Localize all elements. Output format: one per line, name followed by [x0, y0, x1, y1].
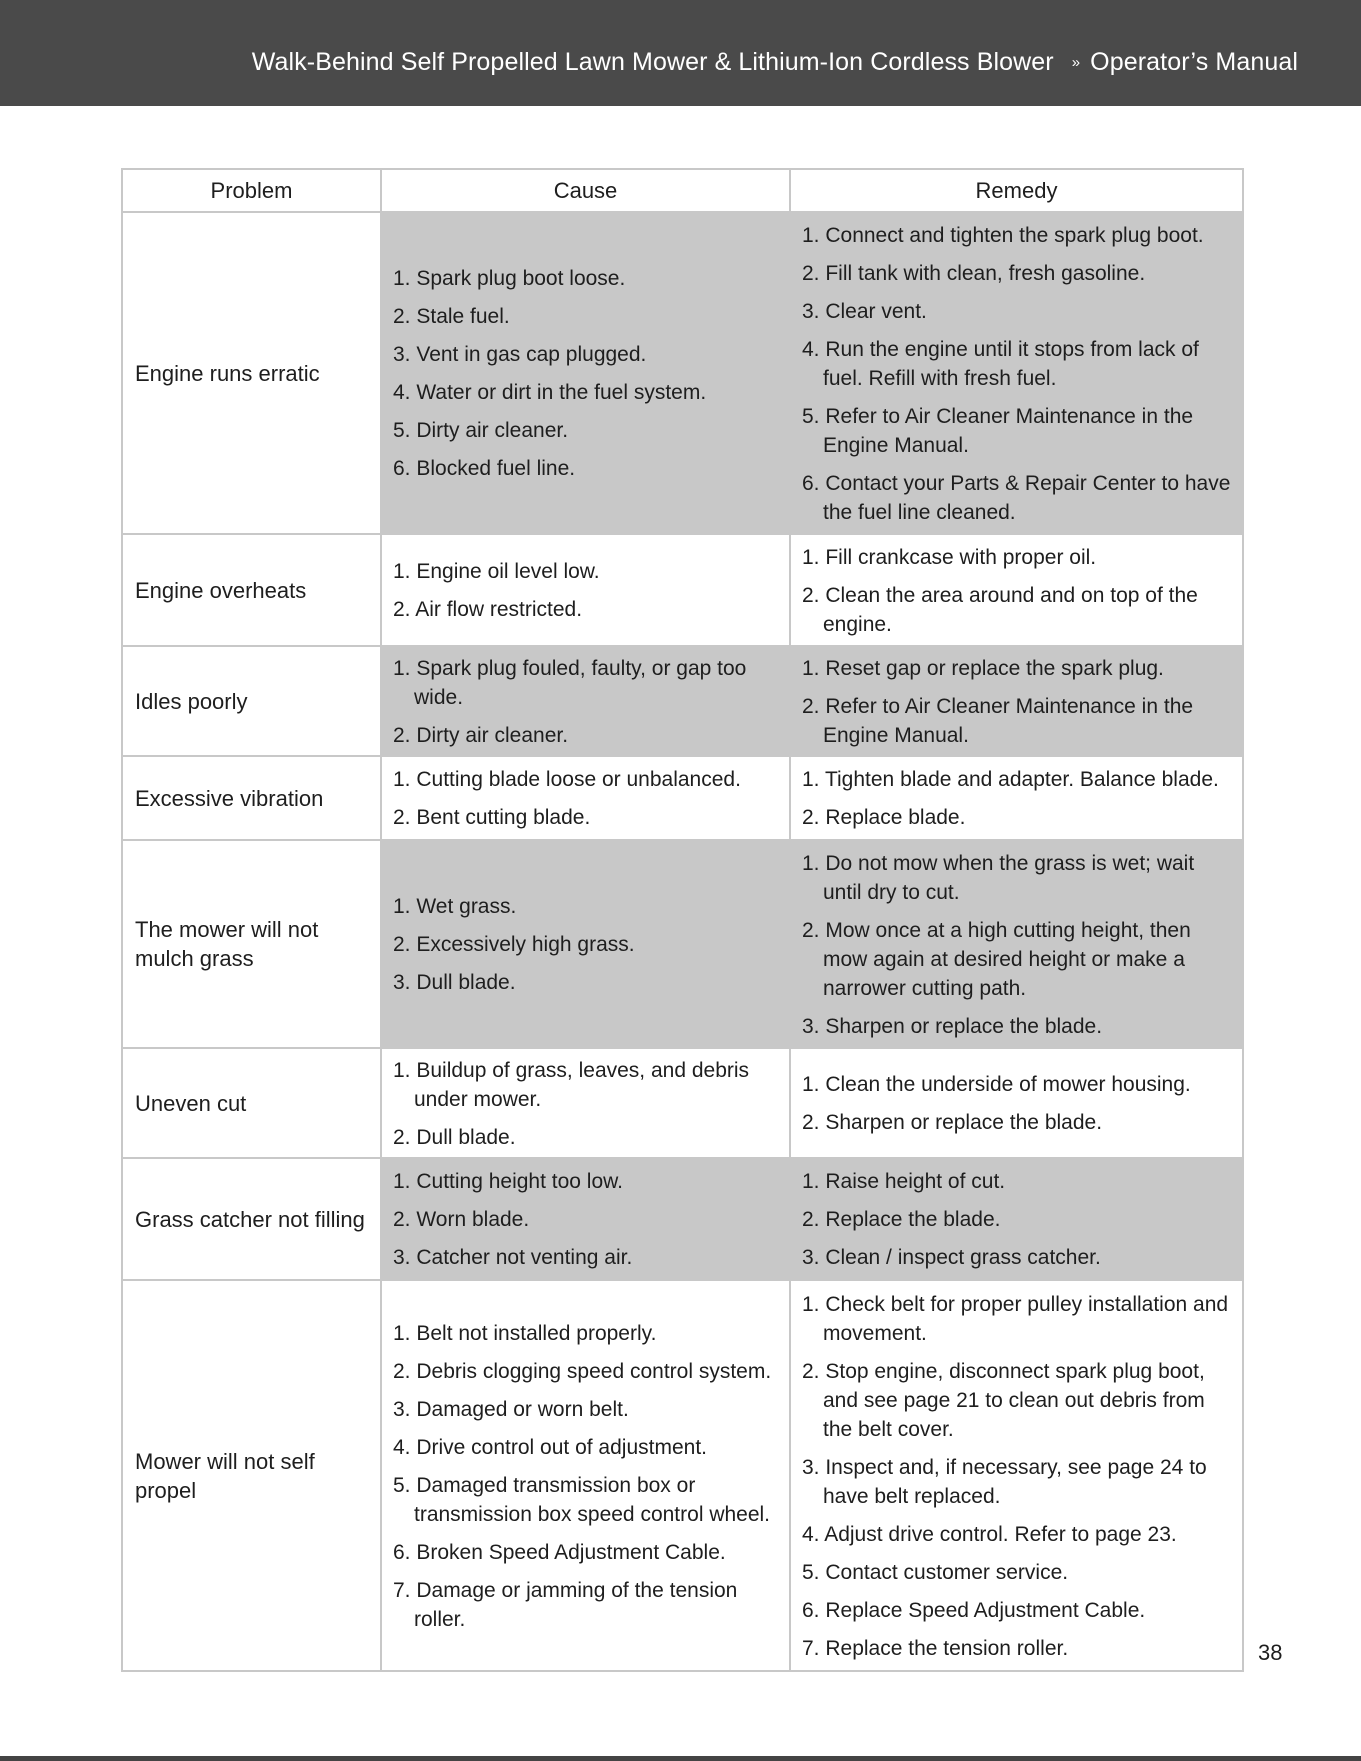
- table-row: [122, 1280, 1243, 1671]
- remedy-list: [802, 1167, 1234, 1272]
- cause-item: 4. Drive control out of adjustment.: [393, 1435, 707, 1459]
- remedy-cell: [790, 1048, 1243, 1158]
- cause-cell: [381, 1048, 790, 1158]
- cause-item: 1. Cutting blade loose or unbalanced.: [393, 768, 741, 791]
- remedy-cell: [790, 840, 1243, 1048]
- cause-item: 2. Air flow restricted.: [393, 598, 583, 621]
- remedy-item: 6. Contact your Parts & Repair Center to have the fuel line cleaned.: [802, 471, 1231, 524]
- remedy-item: 2. Fill tank with clean, fresh gasoline.: [802, 261, 1146, 285]
- cause-cell: [381, 1158, 790, 1280]
- problem-cell: Mower will not self propel: [122, 1280, 381, 1671]
- remedy-list: [802, 849, 1234, 1041]
- cause-cell: [381, 646, 790, 756]
- remedy-cell: [790, 646, 1243, 756]
- remedy-item: 5. Contact customer service.: [802, 1560, 1069, 1584]
- column-header-problem: Problem: [122, 169, 381, 212]
- problem-cell: Idles poorly: [122, 646, 381, 756]
- cause-item: 2. Dirty air cleaner.: [393, 723, 569, 747]
- cause-item: 3. Damaged or worn belt.: [393, 1397, 629, 1421]
- remedy-item: 2. Stop engine, disconnect spark plug boot, and see page 21 to clean out debris from the belt cover.: [802, 1359, 1205, 1441]
- column-header-remedy: Remedy: [790, 169, 1243, 212]
- table-header-row: [122, 169, 1243, 212]
- remedy-list: [802, 1290, 1234, 1663]
- cause-list: [393, 892, 781, 997]
- manual-title: Walk-Behind Self Propelled Lawn Mower & Lithium-Ion Cordless Blower: [251, 48, 1054, 76]
- remedy-cell: [790, 212, 1243, 534]
- manual-section: Operator’s Manual: [1090, 48, 1298, 76]
- remedy-item: 1. Do not mow when the grass is wet; wait until dry to cut.: [802, 851, 1195, 904]
- remedy-item: 1. Raise height of cut.: [802, 1170, 1006, 1193]
- cause-list: [393, 654, 781, 750]
- remedy-item: 2. Sharpen or replace the blade.: [802, 1111, 1103, 1134]
- remedy-item: 2. Replace blade.: [802, 806, 966, 829]
- remedy-item: 2. Clean the area around and on top of the engine.: [802, 583, 1198, 636]
- cause-cell: [381, 534, 790, 646]
- cause-item: 1. Buildup of grass, leaves, and debris under mower.: [393, 1058, 750, 1111]
- cause-item: 2. Worn blade.: [393, 1208, 530, 1231]
- remedy-item: 2. Replace the blade.: [802, 1208, 1001, 1231]
- remedy-list: [802, 221, 1234, 527]
- table-row: [122, 1158, 1243, 1280]
- cause-item: 2. Stale fuel.: [393, 305, 510, 328]
- problem-cell: Uneven cut: [122, 1048, 381, 1158]
- remedy-item: 1. Connect and tighten the spark plug boot.: [802, 223, 1204, 247]
- cause-item: 3. Catcher not venting air.: [393, 1246, 633, 1269]
- remedy-list: [802, 765, 1234, 832]
- remedy-cell: [790, 1158, 1243, 1280]
- problem-cell: Excessive vibration: [122, 756, 381, 840]
- remedy-item: 5. Refer to Air Cleaner Maintenance in the Engine Manual.: [802, 404, 1194, 457]
- remedy-item: 1. Reset gap or replace the spark plug.: [802, 656, 1164, 680]
- cause-item: 1. Belt not installed properly.: [393, 1321, 657, 1345]
- remedy-item: 1. Clean the underside of mower housing.: [802, 1073, 1191, 1096]
- remedy-item: 4. Adjust drive control. Refer to page 23.: [802, 1522, 1177, 1546]
- page-number: 38: [1258, 1640, 1283, 1665]
- cause-cell: [381, 756, 790, 840]
- cause-cell: [381, 1280, 790, 1671]
- remedy-cell: [790, 1280, 1243, 1671]
- table-row: [122, 646, 1243, 756]
- remedy-item: 4. Run the engine until it stops from lack of fuel. Refill with fresh fuel.: [802, 337, 1199, 390]
- remedy-cell: [790, 756, 1243, 840]
- cause-list: [393, 1056, 781, 1152]
- table-row: [122, 534, 1243, 646]
- remedy-item: 2. Mow once at a high cutting height, then mow again at desired height or make a narrower cutting path.: [802, 918, 1191, 1000]
- cause-list: [393, 557, 781, 624]
- page-header: [0, 0, 1361, 106]
- table-row: [122, 840, 1243, 1048]
- cause-item: 2. Dull blade.: [393, 1125, 516, 1149]
- table-row: [122, 212, 1243, 534]
- remedy-item: 3. Clear vent.: [802, 299, 927, 323]
- cause-item: 6. Broken Speed Adjustment Cable.: [393, 1540, 726, 1564]
- footer-rule: [0, 1756, 1361, 1761]
- remedy-item: 1. Check belt for proper pulley installation and movement.: [802, 1292, 1229, 1345]
- remedy-list: [802, 543, 1234, 639]
- cause-item: 5. Dirty air cleaner.: [393, 419, 569, 442]
- cause-list: [393, 1167, 781, 1272]
- problem-cell: Engine overheats: [122, 534, 381, 646]
- cause-item: 1. Spark plug fouled, faulty, or gap too wide.: [393, 656, 747, 709]
- remedy-item: 3. Clean / inspect grass catcher.: [802, 1246, 1101, 1269]
- cause-item: 2. Excessively high grass.: [393, 933, 635, 956]
- cause-item: 1. Cutting height too low.: [393, 1170, 623, 1193]
- breadcrumb-separator: »: [1071, 54, 1081, 71]
- cause-list: [393, 765, 781, 832]
- remedy-item: 3. Sharpen or replace the blade.: [802, 1014, 1103, 1038]
- cause-item: 1. Wet grass.: [393, 895, 517, 918]
- problem-cell: Grass catcher not filling: [122, 1158, 381, 1280]
- cause-item: 1. Spark plug boot loose.: [393, 267, 626, 290]
- remedy-list: [802, 1070, 1234, 1137]
- cause-item: 6. Blocked fuel line.: [393, 457, 576, 480]
- problem-cell: Engine runs erratic: [122, 212, 381, 534]
- cause-item: 4. Water or dirt in the fuel system.: [393, 381, 707, 404]
- header-text: [252, 48, 1298, 77]
- cause-item: 2. Debris clogging speed control system.: [393, 1359, 772, 1383]
- cause-list: [393, 1319, 781, 1634]
- remedy-list: [802, 654, 1234, 750]
- remedy-item: 1. Tighten blade and adapter. Balance blade.: [802, 768, 1219, 791]
- table-row: [122, 1048, 1243, 1158]
- cause-item: 3. Vent in gas cap plugged.: [393, 343, 647, 366]
- cause-list: [393, 264, 781, 483]
- cause-item: 7. Damage or jamming of the tension roller.: [393, 1578, 738, 1631]
- remedy-item: 7. Replace the tension roller.: [802, 1636, 1069, 1660]
- cause-item: 1. Engine oil level low.: [393, 560, 600, 583]
- remedy-item: 1. Fill crankcase with proper oil.: [802, 545, 1097, 569]
- troubleshooting-table: [121, 168, 1244, 1672]
- remedy-item: 2. Refer to Air Cleaner Maintenance in the Engine Manual.: [802, 694, 1194, 747]
- cause-cell: [381, 212, 790, 534]
- table-row: [122, 756, 1243, 840]
- cause-item: 2. Bent cutting blade.: [393, 806, 591, 829]
- remedy-item: 6. Replace Speed Adjustment Cable.: [802, 1598, 1146, 1622]
- column-header-cause: Cause: [381, 169, 790, 212]
- problem-cell: The mower will not mulch grass: [122, 840, 381, 1048]
- cause-cell: [381, 840, 790, 1048]
- remedy-cell: [790, 534, 1243, 646]
- cause-item: 3. Dull blade.: [393, 971, 516, 994]
- table-body: [122, 212, 1243, 1671]
- cause-item: 5. Damaged transmission box or transmission box speed control wheel.: [393, 1473, 771, 1526]
- remedy-item: 3. Inspect and, if necessary, see page 24 to have belt replaced.: [802, 1455, 1207, 1508]
